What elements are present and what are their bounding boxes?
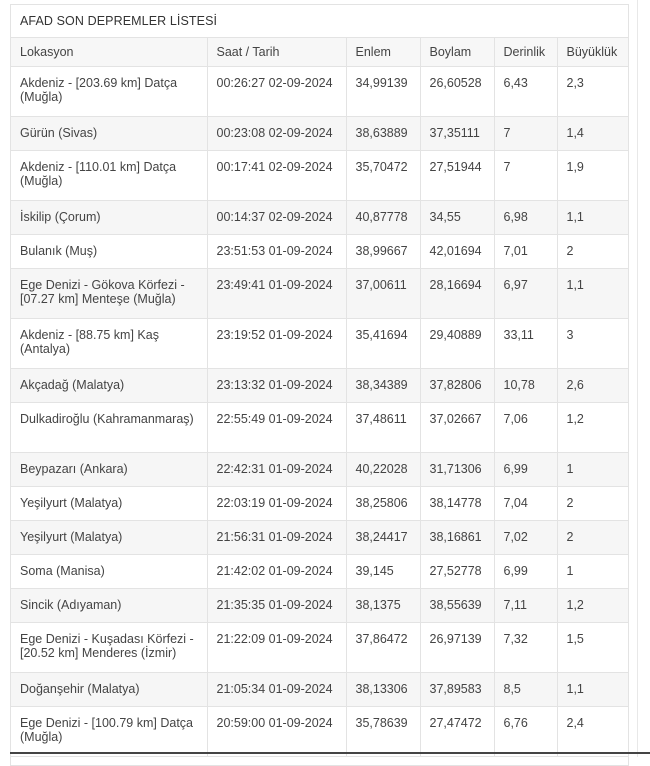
location-cell: Dulkadiroğlu (Kahramanmaraş) bbox=[11, 402, 207, 452]
longitude-cell: 38,14778 bbox=[420, 486, 494, 520]
latitude-cell: 38,13306 bbox=[346, 672, 420, 706]
table-row bbox=[11, 402, 628, 452]
latitude-cell: 38,34389 bbox=[346, 368, 420, 402]
table-row bbox=[11, 554, 628, 588]
latitude-cell: 35,70472 bbox=[346, 150, 420, 200]
location-cell: Gürün (Sivas) bbox=[11, 116, 207, 150]
table-row bbox=[11, 368, 628, 402]
longitude-cell: 37,82806 bbox=[420, 368, 494, 402]
location-cell: Soma (Manisa) bbox=[11, 554, 207, 588]
depth-cell: 7,32 bbox=[494, 622, 557, 672]
table-row bbox=[11, 150, 628, 200]
time-date-cell: 00:23:08 02-09-2024 bbox=[207, 116, 346, 150]
earthquake-table bbox=[11, 38, 628, 757]
time-date-cell: 21:42:02 01-09-2024 bbox=[207, 554, 346, 588]
magnitude-cell: 2,6 bbox=[557, 368, 628, 402]
latitude-cell: 38,99667 bbox=[346, 234, 420, 268]
column-header-longitude: Boylam bbox=[420, 38, 494, 66]
column-header-depth: Derinlik bbox=[494, 38, 557, 66]
table-row bbox=[11, 116, 628, 150]
location-cell: Yeşilyurt (Malatya) bbox=[11, 486, 207, 520]
time-date-cell: 23:13:32 01-09-2024 bbox=[207, 368, 346, 402]
depth-cell: 7,11 bbox=[494, 588, 557, 622]
latitude-cell: 35,41694 bbox=[346, 318, 420, 368]
column-header-magnitude: Büyüklük bbox=[557, 38, 628, 66]
table-row bbox=[11, 66, 628, 116]
table-row bbox=[11, 452, 628, 486]
location-cell: İskilip (Çorum) bbox=[11, 200, 207, 234]
time-date-cell: 21:56:31 01-09-2024 bbox=[207, 520, 346, 554]
location-cell: Ege Denizi - [100.79 km] Datça (Muğla) bbox=[11, 706, 207, 756]
table-row bbox=[11, 234, 628, 268]
table-row bbox=[11, 486, 628, 520]
time-date-cell: 00:26:27 02-09-2024 bbox=[207, 66, 346, 116]
latitude-cell: 40,87778 bbox=[346, 200, 420, 234]
longitude-cell: 27,51944 bbox=[420, 150, 494, 200]
time-date-cell: 23:19:52 01-09-2024 bbox=[207, 318, 346, 368]
magnitude-cell: 1,1 bbox=[557, 672, 628, 706]
magnitude-cell: 2 bbox=[557, 234, 628, 268]
depth-cell: 6,43 bbox=[494, 66, 557, 116]
location-cell: Akdeniz - [88.75 km] Kaş (Antalya) bbox=[11, 318, 207, 368]
depth-cell: 33,11 bbox=[494, 318, 557, 368]
time-date-cell: 23:49:41 01-09-2024 bbox=[207, 268, 346, 318]
depth-cell: 7,04 bbox=[494, 486, 557, 520]
latitude-cell: 37,86472 bbox=[346, 622, 420, 672]
time-date-cell: 00:17:41 02-09-2024 bbox=[207, 150, 346, 200]
location-cell: Akçadağ (Malatya) bbox=[11, 368, 207, 402]
time-date-cell: 22:03:19 01-09-2024 bbox=[207, 486, 346, 520]
latitude-cell: 38,25806 bbox=[346, 486, 420, 520]
depth-cell: 7,02 bbox=[494, 520, 557, 554]
latitude-cell: 39,145 bbox=[346, 554, 420, 588]
magnitude-cell: 1 bbox=[557, 554, 628, 588]
location-cell: Akdeniz - [110.01 km] Datça (Muğla) bbox=[11, 150, 207, 200]
longitude-cell: 38,55639 bbox=[420, 588, 494, 622]
time-date-cell: 21:05:34 01-09-2024 bbox=[207, 672, 346, 706]
longitude-cell: 26,60528 bbox=[420, 66, 494, 116]
latitude-cell: 37,00611 bbox=[346, 268, 420, 318]
table-row bbox=[11, 622, 628, 672]
magnitude-cell: 1,2 bbox=[557, 402, 628, 452]
location-cell: Akdeniz - [203.69 km] Datça (Muğla) bbox=[11, 66, 207, 116]
time-date-cell: 22:42:31 01-09-2024 bbox=[207, 452, 346, 486]
longitude-cell: 37,02667 bbox=[420, 402, 494, 452]
bottom-divider bbox=[10, 752, 650, 754]
latitude-cell: 35,78639 bbox=[346, 706, 420, 756]
longitude-cell: 38,16861 bbox=[420, 520, 494, 554]
latitude-cell: 37,48611 bbox=[346, 402, 420, 452]
depth-cell: 6,97 bbox=[494, 268, 557, 318]
magnitude-cell: 1,1 bbox=[557, 268, 628, 318]
longitude-cell: 29,40889 bbox=[420, 318, 494, 368]
location-cell: Beypazarı (Ankara) bbox=[11, 452, 207, 486]
magnitude-cell: 1,5 bbox=[557, 622, 628, 672]
magnitude-cell: 1 bbox=[557, 452, 628, 486]
earthquake-list-panel bbox=[10, 4, 629, 766]
magnitude-cell: 2 bbox=[557, 520, 628, 554]
location-cell: Ege Denizi - Gökova Körfezi - [07.27 km] Menteşe (Muğla) bbox=[11, 268, 207, 318]
table-row bbox=[11, 318, 628, 368]
table-row bbox=[11, 268, 628, 318]
table-row bbox=[11, 672, 628, 706]
depth-cell: 7 bbox=[494, 116, 557, 150]
location-cell: Sincik (Adıyaman) bbox=[11, 588, 207, 622]
longitude-cell: 34,55 bbox=[420, 200, 494, 234]
location-cell: Doğanşehir (Malatya) bbox=[11, 672, 207, 706]
longitude-cell: 26,97139 bbox=[420, 622, 494, 672]
magnitude-cell: 3 bbox=[557, 318, 628, 368]
longitude-cell: 37,35111 bbox=[420, 116, 494, 150]
scroll-track bbox=[637, 0, 638, 757]
depth-cell: 6,76 bbox=[494, 706, 557, 756]
latitude-cell: 38,24417 bbox=[346, 520, 420, 554]
table-row bbox=[11, 706, 628, 756]
depth-cell: 7 bbox=[494, 150, 557, 200]
latitude-cell: 34,99139 bbox=[346, 66, 420, 116]
depth-cell: 6,99 bbox=[494, 452, 557, 486]
latitude-cell: 40,22028 bbox=[346, 452, 420, 486]
longitude-cell: 42,01694 bbox=[420, 234, 494, 268]
magnitude-cell: 2,4 bbox=[557, 706, 628, 756]
magnitude-cell: 2,3 bbox=[557, 66, 628, 116]
time-date-cell: 00:14:37 02-09-2024 bbox=[207, 200, 346, 234]
magnitude-cell: 1,1 bbox=[557, 200, 628, 234]
depth-cell: 7,01 bbox=[494, 234, 557, 268]
depth-cell: 6,99 bbox=[494, 554, 557, 588]
magnitude-cell: 1,4 bbox=[557, 116, 628, 150]
location-cell: Yeşilyurt (Malatya) bbox=[11, 520, 207, 554]
longitude-cell: 27,52778 bbox=[420, 554, 494, 588]
latitude-cell: 38,1375 bbox=[346, 588, 420, 622]
longitude-cell: 27,47472 bbox=[420, 706, 494, 756]
table-row bbox=[11, 520, 628, 554]
latitude-cell: 38,63889 bbox=[346, 116, 420, 150]
depth-cell: 10,78 bbox=[494, 368, 557, 402]
column-header-latitude: Enlem bbox=[346, 38, 420, 66]
time-date-cell: 20:59:00 01-09-2024 bbox=[207, 706, 346, 756]
location-cell: Ege Denizi - Kuşadası Körfezi - [20.52 km] Menderes (İzmir) bbox=[11, 622, 207, 672]
table-row bbox=[11, 588, 628, 622]
table-header-row bbox=[11, 38, 628, 66]
magnitude-cell: 1,2 bbox=[557, 588, 628, 622]
time-date-cell: 21:35:35 01-09-2024 bbox=[207, 588, 346, 622]
time-date-cell: 23:51:53 01-09-2024 bbox=[207, 234, 346, 268]
longitude-cell: 37,89583 bbox=[420, 672, 494, 706]
longitude-cell: 28,16694 bbox=[420, 268, 494, 318]
depth-cell: 8,5 bbox=[494, 672, 557, 706]
time-date-cell: 22:55:49 01-09-2024 bbox=[207, 402, 346, 452]
table-row bbox=[11, 200, 628, 234]
time-date-cell: 21:22:09 01-09-2024 bbox=[207, 622, 346, 672]
column-header-time-date: Saat / Tarih bbox=[207, 38, 346, 66]
location-cell: Bulanık (Muş) bbox=[11, 234, 207, 268]
panel-title: AFAD SON DEPREMLER LİSTESİ bbox=[11, 5, 628, 38]
magnitude-cell: 1,9 bbox=[557, 150, 628, 200]
column-header-location: Lokasyon bbox=[11, 38, 207, 66]
depth-cell: 7,06 bbox=[494, 402, 557, 452]
depth-cell: 6,98 bbox=[494, 200, 557, 234]
magnitude-cell: 2 bbox=[557, 486, 628, 520]
longitude-cell: 31,71306 bbox=[420, 452, 494, 486]
